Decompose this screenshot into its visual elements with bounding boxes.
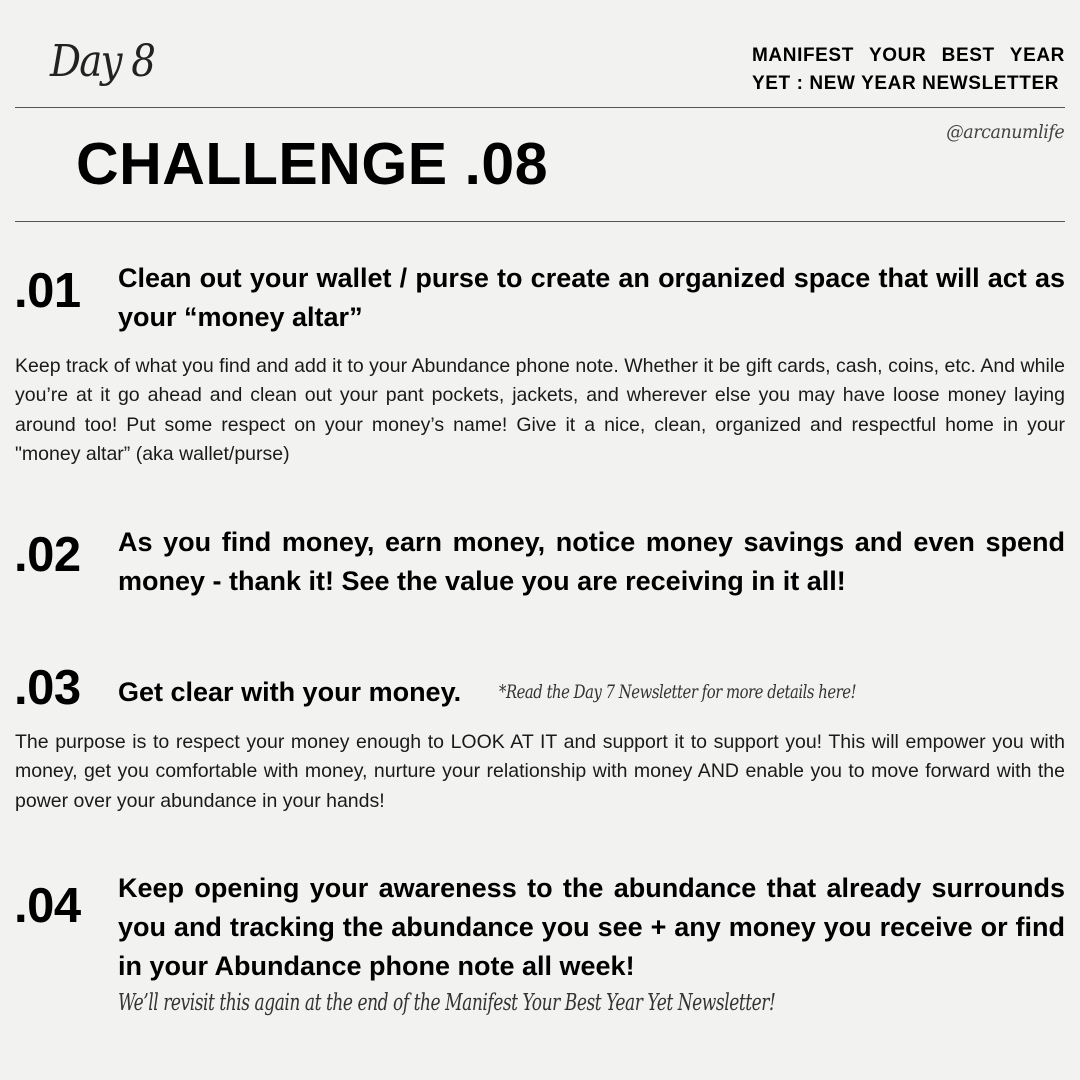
item-note: *Read the Day 7 Newsletter for more details here! (499, 681, 857, 703)
item-heading: Clean out your wallet / purse to create an organized space that will act as your “money altar” (118, 263, 1065, 332)
top-divider (15, 107, 1065, 108)
social-handle: @arcanumlife (945, 121, 1064, 143)
challenge-divider (15, 221, 1065, 222)
item-heading: Keep opening your awareness to the abundance that already surrounds you and tracking the abundance you see + any money you receive or find in your Abundance phone note all week! (118, 873, 1065, 981)
item-number: .01 (14, 264, 81, 318)
item-heading: As you find money, earn money, notice money savings and even spend money - thank it! See the value you are receiving in it all! (118, 527, 1065, 596)
day-label: Day 8 (50, 36, 155, 87)
item-heading: Get clear with your money. (118, 677, 462, 707)
item-body: Keep track of what you find and add it to your Abundance phone note. Whether it be gift cards, cash, coins, etc. And while you’re at it go ahead and clean out your pant pockets, jackets, and wherever else you may have loose money laying around too! Put some respect on your money’s name! Give it a nice, clean, organized and respectful home in your "money altar” (aka wallet/purse) (15, 355, 1065, 465)
item-body: The purpose is to respect your money enough to LOOK AT IT and support it to support you! This will empower you with money, get you comfortable with money, nurture your relationship with money AND enable you to move forward with the power over your abundance in your hands! (15, 731, 1065, 812)
item-number: .04 (14, 879, 81, 933)
item-number: .02 (14, 528, 81, 582)
item-number: .03 (14, 661, 81, 715)
newsletter-title: MANIFEST YOUR BEST YEAR YET : NEW YEAR NEWSLETTER (752, 45, 1065, 94)
challenge-title: CHALLENGE .08 (76, 131, 549, 197)
item-note: We’ll revisit this again at the end of the Manifest Your Best Year Yet Newsletter! (118, 990, 776, 1016)
